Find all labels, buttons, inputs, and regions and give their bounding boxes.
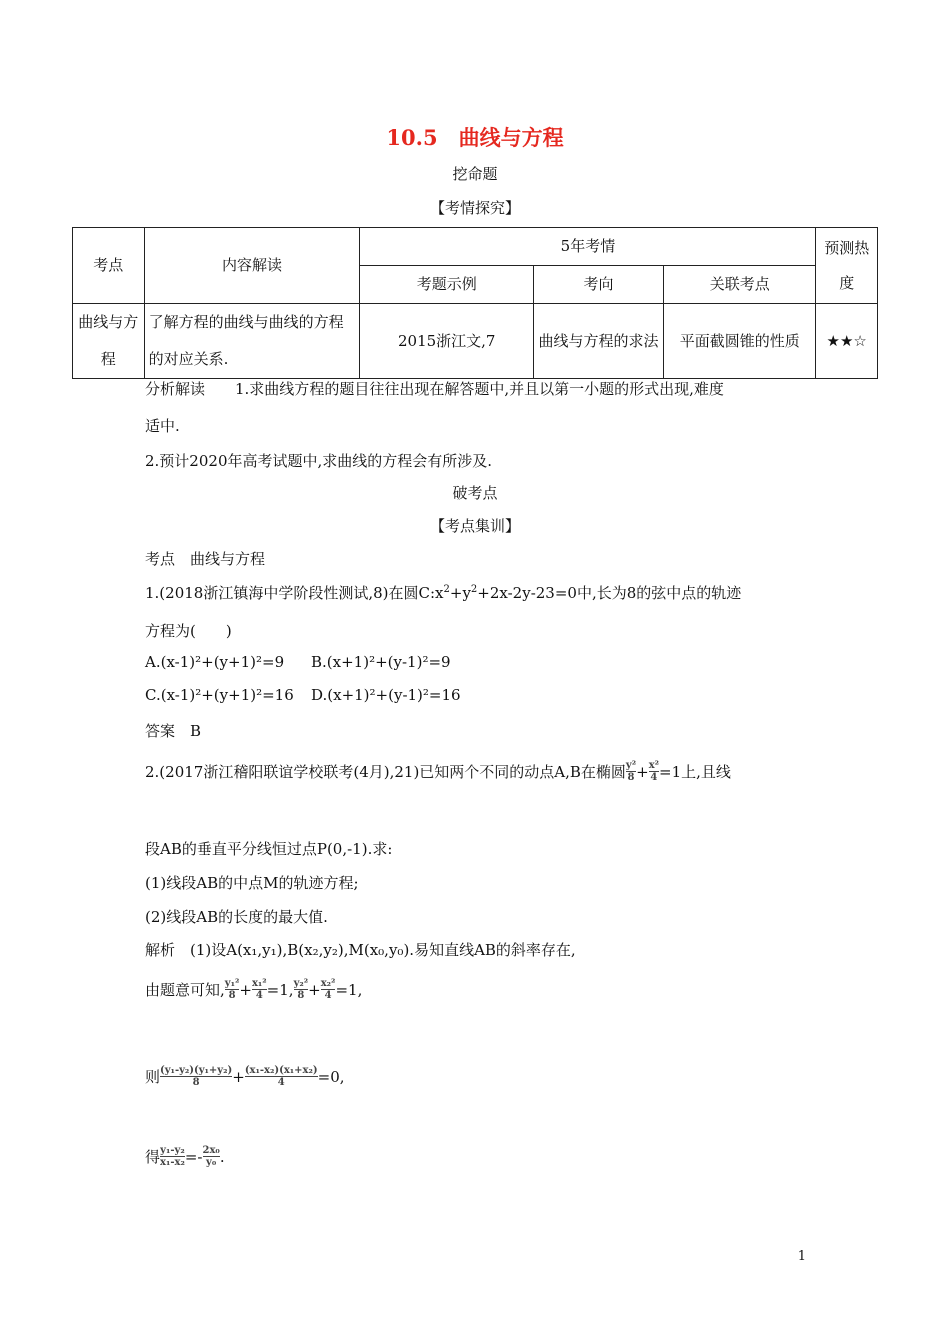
exam-analysis-table xyxy=(72,227,878,379)
q1-stem: 1.(2018浙江镇海中学阶段性测试,8)在圆$C:x^2+y^2+2x-2y-23=0$中,长为8的弦中点的轨迹 xyxy=(145,584,742,602)
q2-solution-line-1: 解析 (1)设A(x₁,y₁),B(x₂,y₂),M(x₀,y₀).易知直线AB的斜率存在, xyxy=(145,941,576,959)
q1-option-d: D.(x+1)²+(y-1)²=16 xyxy=(311,686,461,704)
cell-neirong: 了解方程的曲线与曲线的方程的对应关系. xyxy=(144,304,360,379)
kaodian-heading: 考点 曲线与方程 xyxy=(145,550,266,568)
subsection-heading-kaoqing: 【考情探究】 xyxy=(429,199,520,217)
q1-option-c: C.(x-1)²+(y+1)²=16 xyxy=(145,686,294,704)
cell-direction: 曲线与方程的求法 xyxy=(533,304,663,379)
q2-solution-line-4: 得$\frac{\text{y₁-y₂}}{\text{x₁-x₂}}$ $=-\frac{\text{2x₀}}{\text{y₀}}$ . xyxy=(145,1145,225,1168)
q2-part-2: (2)线段AB的长度的最大值. xyxy=(145,908,328,926)
page-number: 1 xyxy=(797,1249,806,1264)
analysis-line-3: 2.预计2020年高考试题中,求曲线的方程会有所涉及. xyxy=(145,452,493,470)
q2-part-1: (1)线段AB的中点M的轨迹方程; xyxy=(145,874,359,892)
q2-solution-line-2: 由题意可知$,\frac{\text{y₁²}}{8}$ $+\frac{\text{x₁²}}{4}$ $=1,\frac{\text{y₂²}}{8}$ $+\frac{\text{x₂²}}{4}$ =1, xyxy=(145,978,363,1001)
fraction-y2sq-over-8: $\frac{\text{y₂²}}{8}$ xyxy=(293,978,309,1001)
q1-option-a: A.(x-1)²+(y+1)²=9 xyxy=(145,653,285,671)
fraction-y2-over-8: $\frac{\text{y²}}{8}$ xyxy=(625,760,637,783)
fraction-x2-over-4: $\frac{\text{x²}}{4}$ xyxy=(648,760,660,783)
q2-solution-line-3: 则$\frac{\text{(y₁-y₂)(y₁+y₂)}}{8}$ $+\frac{\text{(x₁-x₂)(x₁+x₂)}}{4}$ =0, xyxy=(145,1065,345,1088)
header-kaodian: 考点 xyxy=(73,228,145,304)
fraction-slope: $\frac{\text{y₁-y₂}}{\text{x₁-x₂}}$ xyxy=(160,1145,185,1168)
header-yuce: 预测热度 xyxy=(816,228,878,304)
fraction-x2sq-over-4: $\frac{\text{x₂²}}{4}$ xyxy=(320,978,336,1001)
fraction-2x0-over-y0: $\frac{\text{2x₀}}{\text{y₀}}$ xyxy=(202,1145,220,1168)
fraction-x-product-over-4: $\frac{\text{(x₁-x₂)(x₁+x₂)}}{4}$ xyxy=(244,1065,318,1088)
q1-answer: 答案 B xyxy=(145,722,202,740)
page-title: 10.5 曲线与方程 xyxy=(386,125,564,150)
header-related: 关联考点 xyxy=(664,266,816,304)
q2-stem-2: 段AB的垂直平分线恒过点P(0,-1).求: xyxy=(145,840,393,858)
header-direction: 考向 xyxy=(533,266,663,304)
cell-kaodian: 曲线与方程 xyxy=(73,304,145,379)
analysis-line-2: 适中. xyxy=(145,417,180,435)
cell-related: 平面截圆锥的性质 xyxy=(664,304,816,379)
fraction-y-product-over-8: $\frac{\text{(y₁-y₂)(y₁+y₂)}}{8}$ xyxy=(160,1065,233,1088)
section-heading-pokaodian: 破考点 xyxy=(452,484,498,502)
fraction-y1sq-over-8: $\frac{\text{y₁²}}{8}$ xyxy=(224,978,240,1001)
q2-stem: 2.(2017浙江稽阳联谊学校联考(4月),21)已知两个不同的动点A,B在椭圆$\frac{\text{y²}}{8}$ $+\frac{\text{x²}}{4}$ =1上,且线 xyxy=(145,760,731,783)
analysis-line-1: 分析解读 1.求曲线方程的题目往往出现在解答题中,并且以第一小题的形式出现,难度 xyxy=(145,380,724,398)
q1-stem-2: 方程为( ) xyxy=(145,622,232,640)
header-example: 考题示例 xyxy=(360,266,534,304)
q1-option-b: B.(x+1)²+(y-1)²=9 xyxy=(311,653,451,671)
section-heading-wamingti: 挖命题 xyxy=(452,165,498,183)
subsection-heading-jixun: 【考点集训】 xyxy=(429,517,520,535)
cell-example: 2015浙江文,7 xyxy=(360,304,534,379)
header-neirong: 内容解读 xyxy=(144,228,360,304)
fraction-x1sq-over-4: $\frac{\text{x₁²}}{4}$ xyxy=(251,978,267,1001)
header-5year: 5年考情 xyxy=(360,228,816,266)
cell-hot-stars: ★★☆ xyxy=(816,304,878,379)
